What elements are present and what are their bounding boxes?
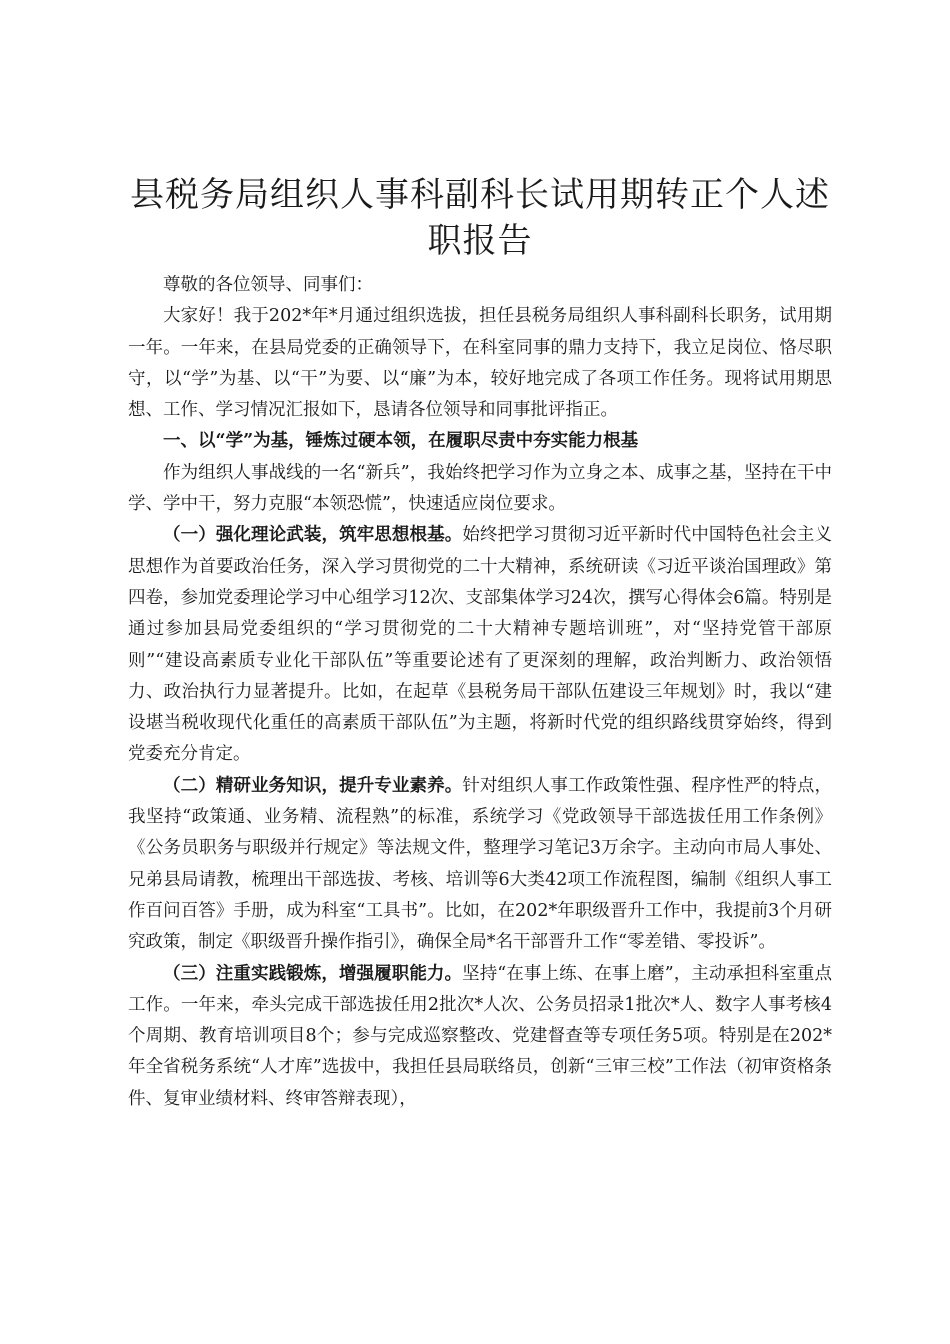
intro-paragraph: 大家好！我于202*年*月通过组织选拔，担任县税务局组织人事科副科长职务，试用期一年。一年来，在县局党委的正确领导下，在科室同事的鼎力支持下，我立足岗位、恪尽职守，以“学”为基、以“干”为要、以“廉”为本，较好地完成了各项工作任务。现将试用期思想、工作、学习情况汇报如下，恳请各位领导和同事批评指正。 bbox=[128, 306, 832, 421]
item-2-body: 针对组织人事工作政策性强、程序性严的特点，我坚持“政策通、业务精、流程熟”的标准，系统学习《党政领导干部选拔任用工作条例》《公务员职务与职级并行规定》等法规文件，整理学习笔记3万余字。主动向市局人事处、兄弟县局请教，梳理出干部选拔、考核、培训等6大类42项工作流程图，编制《组织人事工作百问百答》手册，成为科室“工具书”。比如，在202*年职级晋升工作中，我提前3个月研究政策，制定《职级晋升操作指引》，确保全局*名干部晋升工作“零差错、零投诉”。 bbox=[128, 775, 833, 953]
document-title: 县税务局组织人事科副科长试用期转正个人述职报告 bbox=[130, 175, 830, 261]
item-2-lead: （二）精研业务知识，提升专业素养。 bbox=[163, 775, 463, 796]
salutation: 尊敬的各位领导、同事们： bbox=[163, 275, 373, 295]
item-3-lead: （三）注重实践锻炼，增强履职能力。 bbox=[163, 963, 463, 984]
section-1-item-3 bbox=[128, 959, 832, 1115]
section-1-item-1 bbox=[128, 520, 832, 770]
section-1-heading: 一、以“学”为基，锤炼过硬本领，在履职尽责中夯实能力根基 bbox=[163, 431, 639, 452]
document-page bbox=[128, 172, 832, 1115]
section-1-item-2 bbox=[128, 771, 832, 959]
item-1-body: 始终把学习贯彻习近平新时代中国特色社会主义思想作为首要政治任务，深入学习贯彻党的二十大精神，系统研读《习近平谈治国理政》第四卷，参加党委理论学习中心组学习12次、支部集体学习24次，撰写心得体会6篇。特别是通过参加县局党委组织的“学习贯彻党的二十大精神专题培训班”，对“坚持党管干部原则”“建设高素质专业化干部队伍”等重要论述有了更深刻的理解，政治判断力、政治领悟力、政治执行力显著提升。比如，在起草《县税务局干部队伍建设三年规划》时，我以“建设堪当税收现代化重任的高素质干部队伍”为主题，将新时代党的组织路线贯穿始终，得到党委充分肯定。 bbox=[128, 525, 833, 765]
item-3-body: 坚持“在事上练、在事上磨”，主动承担科室重点工作。一年来，牵头完成干部选拔任用2批次*人次、公务员招录1批次*人、数字人事考核4个周期、教育培训项目8个；参与完成巡察整改、党建督查等专项任务5项。特别是在202*年全省税务系统“人才库”选拔中，我担任县局联络员，创新“三审三校”工作法（初审资格条件、复审业绩材料、终审答辩表现）， bbox=[128, 963, 832, 1109]
section-1-intro: 作为组织人事战线的一名“新兵”，我始终把学习作为立身之本、成事之基，坚持在干中学、学中干，努力克服“本领恐慌”，快速适应岗位要求。 bbox=[128, 462, 832, 515]
item-1-lead: （一）强化理论武装，筑牢思想根基。 bbox=[163, 525, 463, 546]
